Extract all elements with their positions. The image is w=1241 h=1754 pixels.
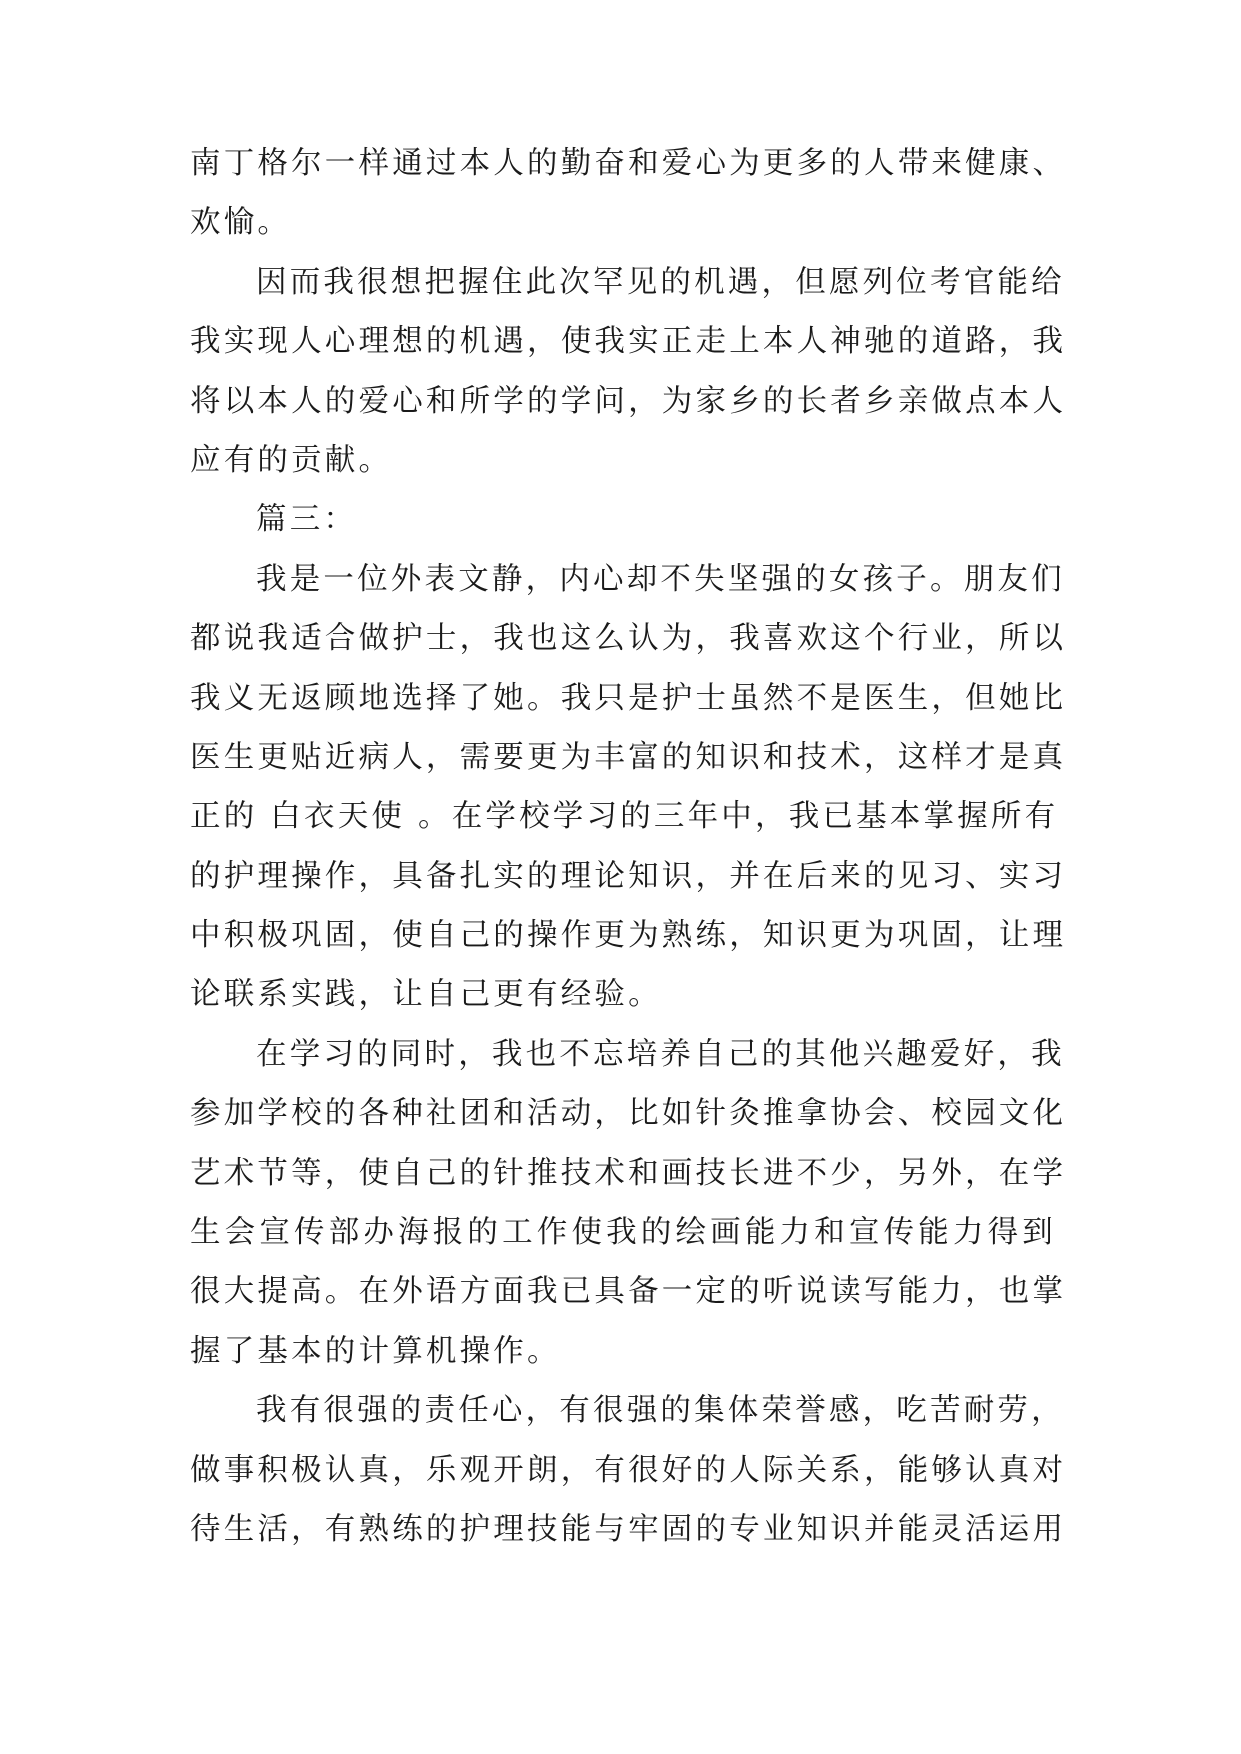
text-line: 医生更贴近病人，需要更为丰富的知识和技术，这样才是真 [190,739,1067,775]
text-line: 我是一位外表文静，内心却不失坚强的女孩子。朋友们 [256,561,1065,597]
text-line: 欢愉。 [190,205,292,241]
text-line: 生会宣传部办海报的工作使我的绘画能力和宣传能力得到 [190,1215,1056,1251]
document-body [190,134,1067,1559]
text-line: 待生活，有熟练的护理技能与牢固的专业知识并能灵活运用 [190,1511,1067,1547]
text-line: 我有很强的责任心，有很强的集体荣誉感，吃苦耐劳， [256,1393,1065,1429]
text-line: 篇三： [256,502,358,538]
text-line: 握了基本的计算机操作。 [190,1333,561,1369]
text-line: 因而我很想把握住此次罕见的机遇，但愿列位考官能给 [256,264,1065,300]
text-line: 我义无返顾地选择了她。我只是护士虽然不是医生，但她比 [190,680,1067,716]
text-line: 都说我适合做护士，我也这么认为，我喜欢这个行业，所以 [190,621,1067,657]
text-line: 参加学校的各种社团和活动，比如针灸推拿协会、校园文化 [190,1096,1067,1132]
text-line: 应有的贡献。 [190,442,393,478]
text-line: 中积极巩固，使自己的操作更为熟练，知识更为巩固，让理 [190,918,1067,954]
text-line: 很大提高。在外语方面我已具备一定的听说读写能力，也掌 [190,1274,1067,1310]
text-line: 做事积极认真，乐观开朗，有很好的人际关系，能够认真对 [190,1452,1067,1488]
text-line: 艺术节等，使自己的针推技术和画技长进不少，另外，在学 [190,1155,1067,1191]
text-line: 论联系实践，让自己更有经验。 [190,977,662,1013]
text-line: 在学习的同时，我也不忘培养自己的其他兴趣爱好，我 [256,1036,1065,1072]
text-line: 将以本人的爱心和所学的学问，为家乡的长者乡亲做点本人 [190,383,1067,419]
text-line: 的护理操作，具备扎实的理论知识，并在后来的见习、实习 [190,858,1067,894]
text-line: 我实现人心理想的机遇，使我实正走上本人神驰的道路，我 [190,324,1067,360]
text-line: 正的 白衣天使 。在学校学习的三年中，我已基本掌握所有 [190,799,1059,835]
text-line: 南丁格尔一样通过本人的勤奋和爱心为更多的人带来健康、 [190,146,1067,181]
